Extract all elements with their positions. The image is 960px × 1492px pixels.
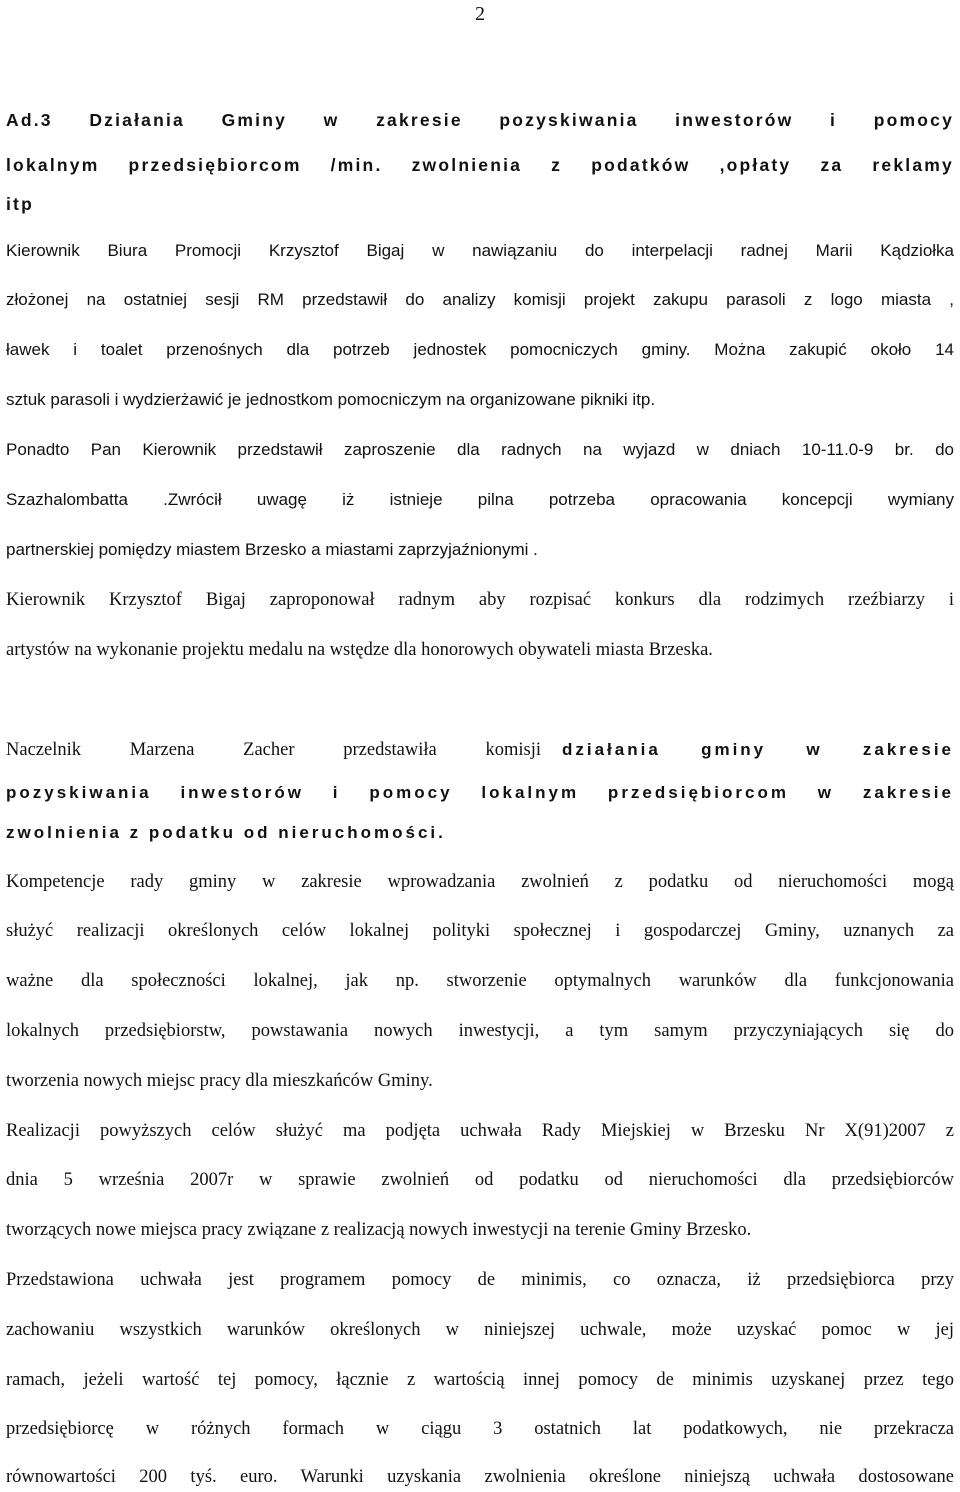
page-number: 2 [475,3,485,25]
heading-line-1: Ad.3 Działania Gminy w zakresie pozyskiwania inwestorów i pomocy [6,110,954,130]
para2-line-1: Kierownik Krzysztof Bigaj zaproponował radnym aby rozpisać konkurs dla rodzimych rzeźbiarzy i [6,590,954,610]
para2-line-2: artystów na wykonanie projektu medalu na wstędze dla honorowych obywateli miasta Brzeska. [6,640,713,660]
para4-line-3: ważne dla społeczności lokalnej, jak np. stworzenie optymalnych warunków dla funkcjonowania [6,971,954,991]
para1-line-5: Ponadto Pan Kierownik przedstawił zaproszenie dla radnych na wyjazd w dniach 10-11.0-9 br. do [6,440,954,459]
para4-line-5: tworzenia nowych miejsc pracy dla mieszkańców Gminy. [6,1071,433,1091]
heading-line-3: itp [6,194,34,214]
para3-line-2: pozyskiwania inwestorów i pomocy lokalnym przedsiębiorcom w zakresie [6,783,954,802]
para6-line-3: ramach, jeżeli wartość tej pomocy, łącznie z wartością innej pomocy de minimis uzyskanej przez tego [6,1370,954,1390]
para6-line-4: przedsiębiorcę w różnych formach w ciągu 3 ostatnich lat podatkowych, nie przekracza [6,1419,954,1439]
para4-line-2: służyć realizacji określonych celów lokalnej polityki społecznej i gospodarczej Gminy, uznanych za [6,921,954,941]
para3-line-1-plain: Naczelnik Marzena Zacher przedstawiła komisji [6,740,541,760]
para1-line-2: złożonej na ostatniej sesji RM przedstawił do analizy komisji projekt zakupu parasoli z logo miasta , [6,290,954,309]
para3-line-3: zwolnienia z podatku od nieruchomości. [6,823,446,842]
para1-line-3: ławek i toalet przenośnych dla potrzeb jednostek pomocniczych gminy. Można zakupić około 14 [6,340,954,359]
para4-line-4: lokalnych przedsiębiorstw, powstawania nowych inwestycji, a tym samym przyczyniających się do [6,1021,954,1041]
heading-line-2: lokalnym przedsiębiorcom /min. zwolnienia z podatków ,opłaty za reklamy [6,155,954,175]
para5-line-2: dnia 5 września 2007r w sprawie zwolnień od podatku od nieruchomości dla przedsiębiorców [6,1170,954,1190]
para5-line-3: tworzących nowe miejsca pracy związane z realizacją nowych inwestycji na terenie Gminy Brzesko. [6,1220,752,1240]
para1-line-7: partnerskiej pomiędzy miastem Brzesko a miastami zaprzyjaźnionymi . [6,540,538,559]
para6-line-1: Przedstawiona uchwała jest programem pomocy de minimis, co oznacza, iż przedsiębiorca przy [6,1270,954,1290]
para3-line-1-bold: działania gminy w zakresie [562,740,954,759]
para1-line-4: sztuk parasoli i wydzierżawić je jednostkom pomocniczym na organizowane pikniki itp. [6,390,656,409]
para1-line-1: Kierownik Biura Promocji Krzysztof Bigaj w nawiązaniu do interpelacji radnej Marii Kądziołka [6,241,954,260]
para3-line-1 [6,737,954,763]
para6-line-2: zachowaniu wszystkich warunków określonych w niniejszej uchwale, może uzyskać pomoc w jej [6,1320,954,1340]
para4-line-1: Kompetencje rady gminy w zakresie wprowadzania zwolnień z podatku od nieruchomości mogą [6,872,954,892]
para6-line-5: równowartości 200 tyś. euro. Warunki uzyskania zwolnienia określone niniejszą uchwała dostosowane [6,1467,954,1487]
para1-line-6: Szazhalombatta .Zwrócił uwagę iż istnieje pilna potrzeba opracowania koncepcji wymiany [6,490,954,509]
para5-line-1: Realizacji powyższych celów służyć ma podjęta uchwała Rady Miejskiej w Brzesku Nr X(91)2007 z [6,1121,954,1141]
